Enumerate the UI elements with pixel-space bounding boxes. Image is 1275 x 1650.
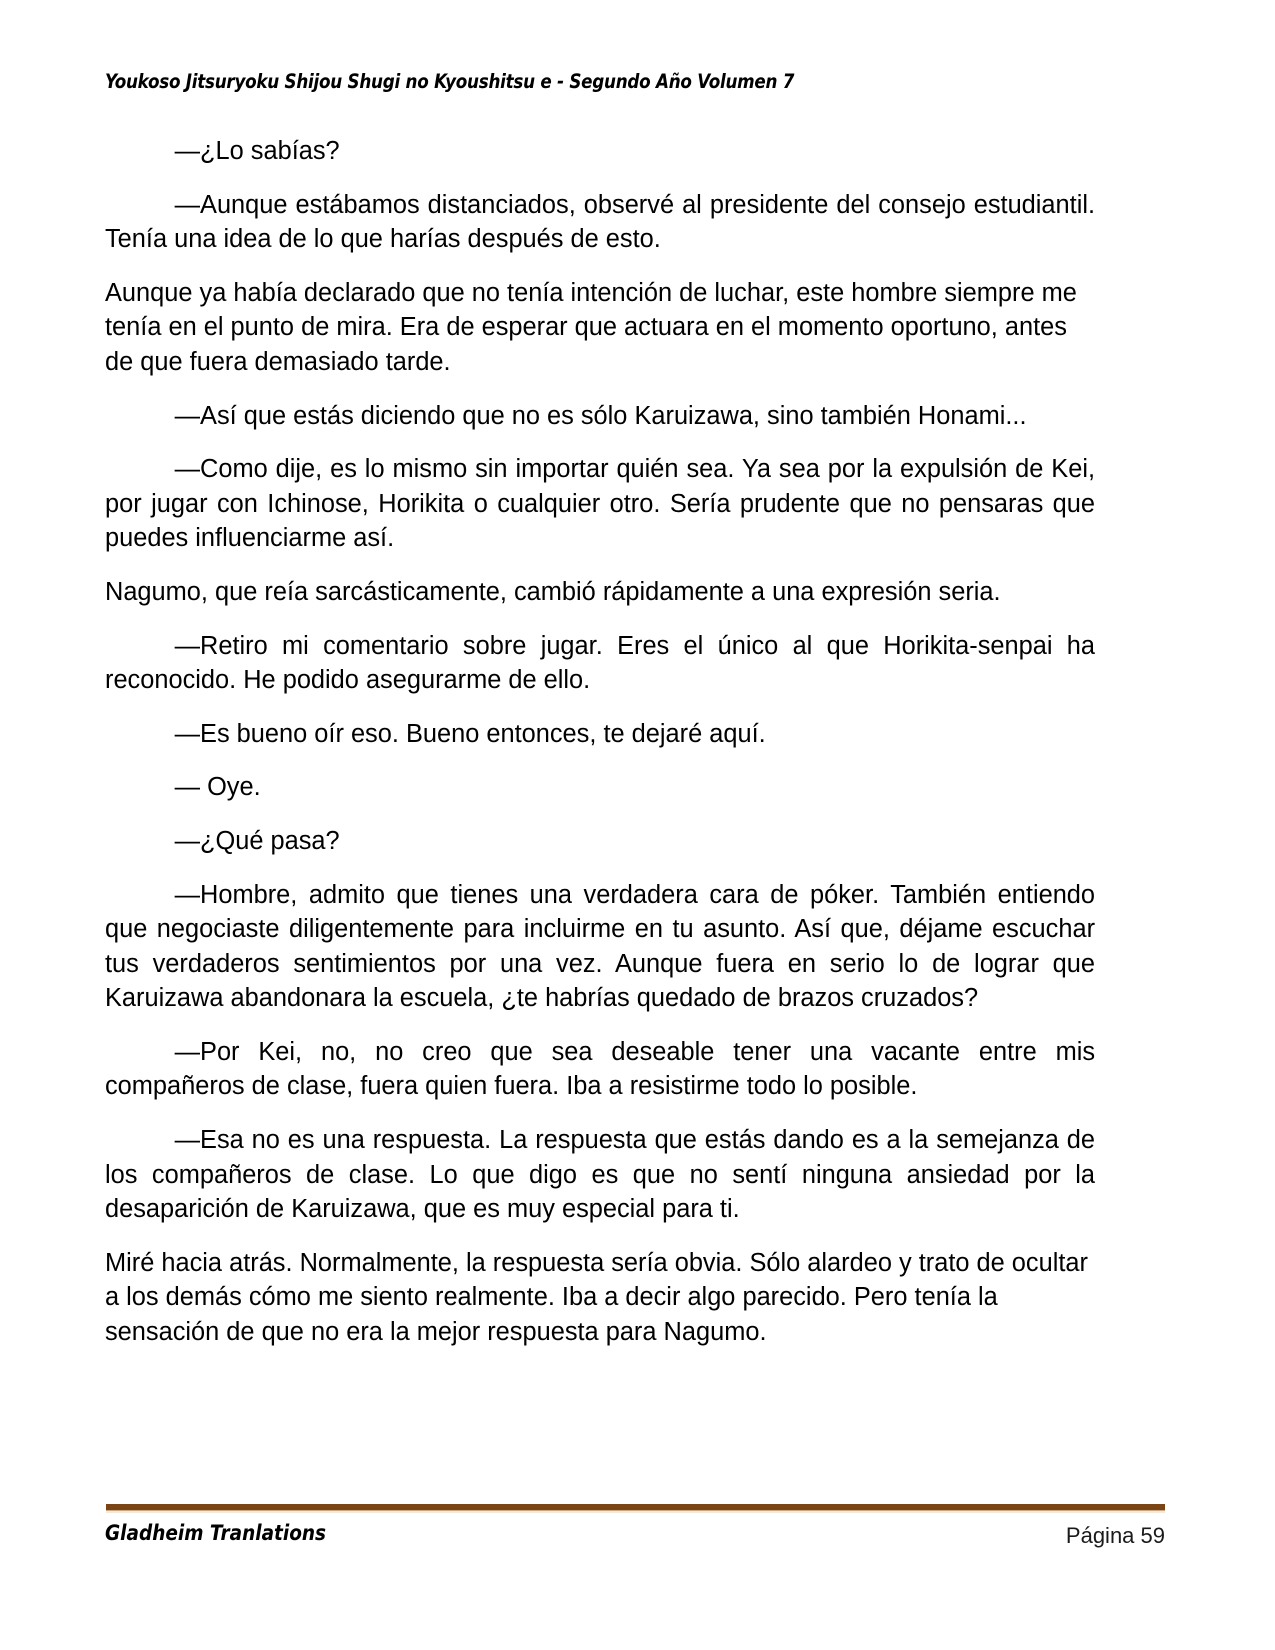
paragraph: —Por Kei, no, no creo que sea deseable tener una vacante entre mis compañeros de clase, fuera quien fuera. Iba a resistirme todo lo posible. <box>105 1037 1096 1101</box>
paragraph: — Oye. <box>174 773 261 802</box>
body-text-column <box>105 134 1100 1369</box>
page-number: Página 59 <box>1065 1523 1165 1548</box>
footer-rule-shadow <box>106 1511 1165 1513</box>
paragraph: —¿Qué pasa? <box>174 826 340 855</box>
paragraph: —Esa no es una respuesta. La respuesta que estás dando es a la semejanza de los compañeros de clase. Lo que digo es que no sentí ninguna ansiedad por la desaparición de Karuizawa, que es muy especial para ti. <box>105 1126 1096 1224</box>
paragraph: —Aunque estábamos distanciados, observé al presidente del consejo estudiantil. Tenía una idea de lo que harías después de esto. <box>105 190 1096 254</box>
paragraph: Nagumo, que reía sarcásticamente, cambió rápidamente a una expresión seria. <box>105 577 1001 606</box>
paragraph: —Así que estás diciendo que no es sólo Karuizawa, sino también Honami... <box>174 401 1027 430</box>
page-footer <box>105 1521 1165 1561</box>
translation-credit: Gladheim Tranlations <box>105 1521 327 1545</box>
running-header: Youkoso Jitsuryoku Shijou Shugi no Kyoushitsu e - Segundo Año Volumen 7 <box>105 70 795 93</box>
paragraph: Aunque ya había declarado que no tenía intención de luchar, este hombre siempre me tenía en el punto de mira. Era de esperar que actuara en el momento oportuno, antes de que fuera demasiado tarde. <box>105 278 1077 376</box>
paragraph: —Hombre, admito que tienes una verdadera cara de póker. También entiendo que negociaste diligentemente para incluirme en tu asunto. Así que, déjame escuchar tus verdaderos sentimientos por una vez. Aunque fuera en serio lo de lograr que Karuizawa abandonara la escuela, ¿te habrías quedado de brazos cruzados? <box>105 880 1096 1013</box>
paragraph: —Retiro mi comentario sobre jugar. Eres el único al que Horikita-senpai ha reconocido. He podido asegurarme de ello. <box>105 631 1096 695</box>
paragraph: —Como dije, es lo mismo sin importar quién sea. Ya sea por la expulsión de Kei, por jugar con Ichinose, Horikita o cualquier otro. Sería prudente que no pensaras que puedes influenciarme así. <box>105 455 1096 553</box>
paragraph: Miré hacia atrás. Normalmente, la respuesta sería obvia. Sólo alardeo y trato de ocultar a los demás cómo me siento realmente. Iba a decir algo parecido. Pero tenía la sensación de que no era la mejor respuesta para Nagumo. <box>105 1248 1088 1347</box>
paragraph: —Es bueno oír eso. Bueno entonces, te dejaré aquí. <box>174 719 766 748</box>
paragraph: —¿Lo sabías? <box>174 137 340 165</box>
footer-divider-rule <box>106 1504 1165 1513</box>
